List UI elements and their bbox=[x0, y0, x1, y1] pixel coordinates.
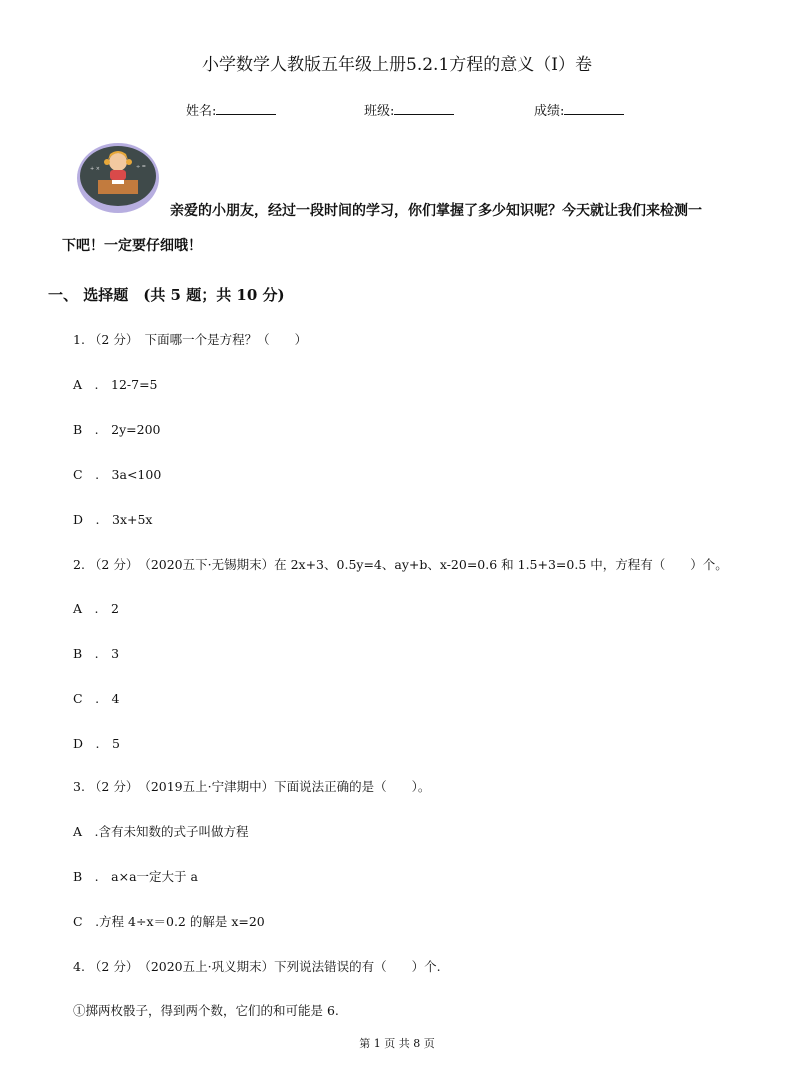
question-1-stem: 1. （2 分） 下面哪一个是方程？（ ） bbox=[73, 332, 308, 347]
intro-line-1: 亲爱的小朋友，经过一段时间的学习，你们掌握了多少知识呢？今天就让我们来检测一 bbox=[170, 203, 702, 219]
question-1-option-b[interactable]: B . 2y=200 bbox=[73, 422, 161, 437]
question-1-option-d[interactable]: D . 3x+5x bbox=[73, 512, 153, 527]
question-3-option-c[interactable]: C .方程 4÷x＝0.2 的解是 x=20 bbox=[73, 914, 265, 929]
question-2-stem: 2. （2 分） （2020五下·无锡期末）在 2x+3、0.5y=4、ay+b、x-20=0.6 和 1.5+3=0.5 中，方程有（ ）个。 bbox=[73, 557, 728, 572]
class-label: 班级: bbox=[364, 104, 395, 119]
name-label: 姓名: bbox=[186, 104, 217, 119]
class-field bbox=[364, 100, 454, 119]
class-blank[interactable] bbox=[394, 102, 454, 115]
intro-line-2: 下吧！一定要仔细哦！ bbox=[62, 238, 202, 254]
svg-text:+ ×: + × bbox=[90, 166, 100, 172]
page-title: 小学数学人教版五年级上册5.2.1方程的意义（I）卷 bbox=[202, 55, 592, 75]
question-3-option-a[interactable]: A .含有未知数的式子叫做方程 bbox=[73, 824, 249, 839]
name-field bbox=[186, 100, 276, 119]
question-2-option-c[interactable]: C . 4 bbox=[73, 691, 120, 706]
question-2-option-a[interactable]: A . 2 bbox=[73, 601, 119, 616]
question-3-stem: 3. （2 分） （2019五上·宁津期中）下面说法正确的是（ ）。 bbox=[73, 779, 431, 794]
student-avatar-image bbox=[76, 140, 160, 214]
question-1-option-c[interactable]: C . 3a<100 bbox=[73, 467, 162, 482]
score-blank[interactable] bbox=[564, 102, 624, 115]
question-4-statement-1: ①掷两枚骰子，得到两个数，它们的和可能是 6. bbox=[73, 1003, 339, 1018]
svg-text:÷ =: ÷ = bbox=[136, 164, 146, 170]
section-title: 一、 选择题 (共 5 题；共 10 分) bbox=[48, 286, 285, 304]
question-2-option-d[interactable]: D . 5 bbox=[73, 736, 120, 751]
question-2-option-b[interactable]: B . 3 bbox=[73, 646, 120, 661]
question-3-option-b[interactable]: B . a×a一定大于 a bbox=[73, 869, 198, 884]
question-4-stem: 4. （2 分） （2020五上·巩义期末）下列说法错误的有（ ）个. bbox=[73, 959, 441, 974]
score-field bbox=[534, 100, 624, 119]
score-label: 成绩: bbox=[534, 104, 565, 119]
name-blank[interactable] bbox=[216, 102, 276, 115]
question-1-option-a[interactable]: A . 12-7=5 bbox=[73, 377, 158, 392]
page-footer: 第 1 页 共 8 页 bbox=[359, 1037, 435, 1050]
